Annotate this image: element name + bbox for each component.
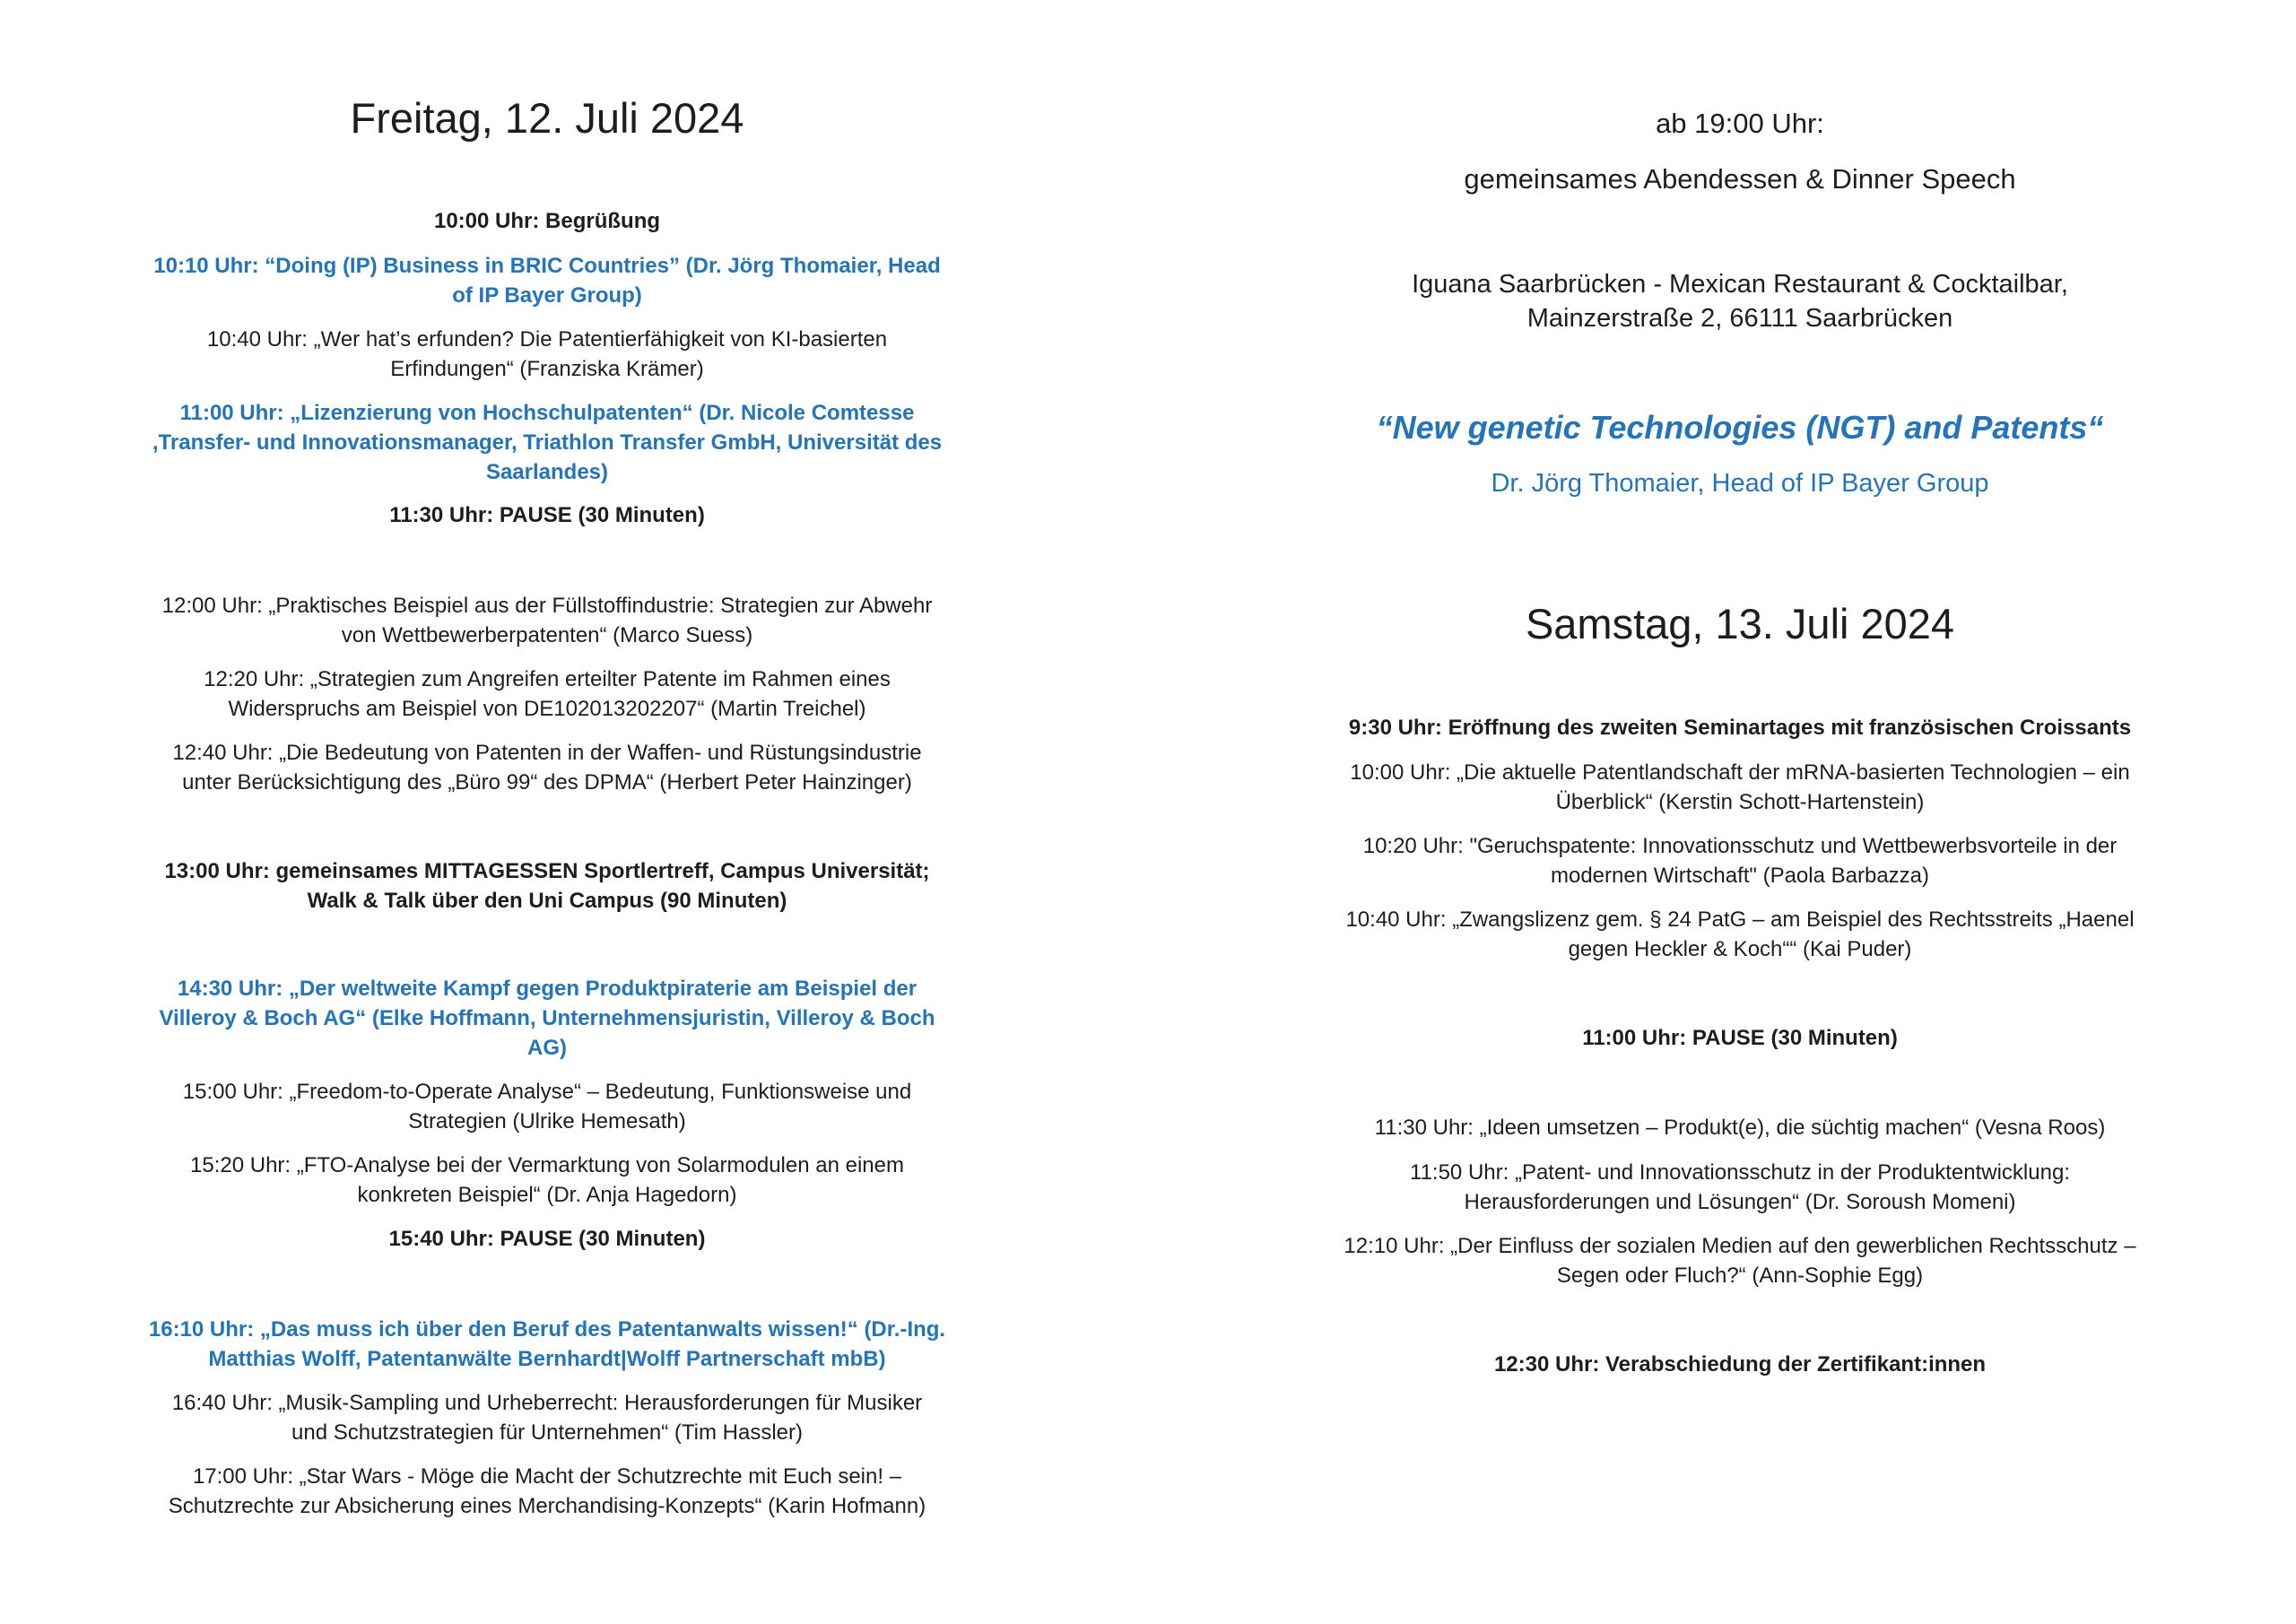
evening-venue: Iguana Saarbrücken - Mexican Restaurant & Cocktailbar, Mainzerstraße 2, 66111 Saarbrücken	[1412, 270, 2068, 333]
evening-event: gemeinsames Abendessen & Dinner Speech	[1464, 163, 2016, 195]
friday-item-1500: 15:00 Uhr: „Freedom-to-Operate Analyse“ – Bedeutung, Funktionsweise und Strategien (Ulrike Hemesath)	[182, 1080, 912, 1133]
dinner-speech-title: “New genetic Technologies (NGT) and Patents“	[1376, 409, 2104, 446]
saturday-item-1130: 11:30 Uhr: „Ideen umsetzen – Produkt(e), die süchtig machen“ (Vesna Roos)	[1374, 1116, 2106, 1140]
friday-item-1240: 12:40 Uhr: „Die Bedeutung von Patenten in der Waffen- und Rüstungsindustrie unter Berücksichtigung des „Büro 99“ des DPMA“ (Herbert Peter Hainzinger)	[172, 741, 922, 795]
saturday-item-1230: 12:30 Uhr: Verabschiedung der Zertifikant:innen	[1493, 1352, 1987, 1376]
friday-item-1000: 10:00 Uhr: Begrüßung	[433, 209, 661, 233]
evening-time: ab 19:00 Uhr:	[1656, 108, 1824, 139]
dinner-speaker: Dr. Jörg Thomaier, Head of IP Bayer Group	[1491, 469, 1989, 498]
friday-item-1430: 14:30 Uhr: „Der weltweite Kampf gegen Produktpiraterie am Beispiel der Villeroy & Boch AG“ (Elke Hoffmann, Unternehmensjuristin, Villeroy & Boch AG)	[159, 977, 935, 1060]
friday-item-1040: 10:40 Uhr: „Wer hat’s erfunden? Die Patentierfähigkeit von KI-basierten Erfindungen“ (Franziska Krämer)	[206, 327, 888, 381]
friday-item-1700: 17:00 Uhr: „Star Wars - Möge die Macht der Schutzrechte mit Euch sein! – Schutzrechte zur Absicherung eines Merchandising-Konzepts“ (Karin Hofmann)	[168, 1464, 926, 1518]
saturday-item-0930: 9:30 Uhr: Eröffnung des zweiten Seminartages mit französischen Croissants	[1348, 716, 2132, 740]
friday-item-1300: 13:00 Uhr: gemeinsames MITTAGESSEN Sportlertreff, Campus Universität; Walk & Talk über den Uni Campus (90 Minuten)	[164, 859, 930, 913]
saturday-item-1020: 10:20 Uhr: "Geruchspatente: Innovationsschutz und Wettbewerbsvorteile in der modernen Wirtschaft" (Paola Barbazza)	[1362, 834, 2118, 888]
friday-item-1220: 12:20 Uhr: „Strategien zum Angreifen erteilter Patente im Rahmen eines Widerspruchs am Beispiel von DE102013202207“ (Martin Treichel)	[204, 667, 891, 721]
saturday-title: Samstag, 13. Juli 2024	[1525, 600, 1955, 647]
saturday-item-1000: 10:00 Uhr: „Die aktuelle Patentlandschaft der mRNA-basierten Technologien – ein Überblick“ (Kerstin Schott-Hartenstein)	[1350, 760, 2130, 814]
friday-item-1200: 12:00 Uhr: „Praktisches Beispiel aus der Füllstoffindustrie: Strategien zur Abwehr von Wettbewerberpatenten“ (Marco Suess)	[161, 594, 933, 647]
saturday-item-1100: 11:00 Uhr: PAUSE (30 Minuten)	[1582, 1026, 1898, 1050]
friday-item-1610: 16:10 Uhr: „Das muss ich über den Beruf des Patentanwalts wissen!“ (Dr.-Ing. Matthias Wolff, Patentanwälte Bernhardt|Wolff Partnerschaft mbB)	[148, 1317, 946, 1371]
friday-item-1130: 11:30 Uhr: PAUSE (30 Minuten)	[389, 503, 705, 527]
friday-item-1100: 11:00 Uhr: „Lizenzierung von Hochschulpatenten“ (Dr. Nicole Comtesse ,Transfer- und Innovationsmanager, Triathlon Transfer GmbH, Universität des Saarlandes)	[152, 401, 943, 484]
saturday-item-1210: 12:10 Uhr: „Der Einfluss der sozialen Medien auf den gewerblichen Rechtsschutz – Segen oder Fluch?“ (Ann-Sophie Egg)	[1344, 1234, 2136, 1288]
friday-item-1540: 15:40 Uhr: PAUSE (30 Minuten)	[388, 1227, 706, 1251]
friday-title: Freitag, 12. Juli 2024	[350, 94, 744, 142]
friday-item-1640: 16:40 Uhr: „Musik-Sampling und Urheberrecht: Herausforderungen für Musiker und Schutzstrategien für Unternehmen“ (Tim Hassler)	[171, 1391, 923, 1445]
friday-item-1520: 15:20 Uhr: „FTO-Analyse bei der Vermarktung von Solarmodulen an einem konkreten Beispiel“ (Dr. Anja Hagedorn)	[190, 1153, 904, 1207]
saturday-item-1040: 10:40 Uhr: „Zwangslizenz gem. § 24 PatG – am Beispiel des Rechtsstreits „Haenel gegen Heckler & Koch““ (Kai Puder)	[1345, 908, 2135, 961]
friday-item-1010: 10:10 Uhr: “Doing (IP) Business in BRIC Countries” (Dr. Jörg Thomaier, Head of IP Bayer Group)	[153, 254, 941, 308]
saturday-item-1150: 11:50 Uhr: „Patent- und Innovationsschutz in der Produktentwicklung: Herausforderungen und Lösungen“ (Dr. Soroush Momeni)	[1410, 1160, 2070, 1214]
